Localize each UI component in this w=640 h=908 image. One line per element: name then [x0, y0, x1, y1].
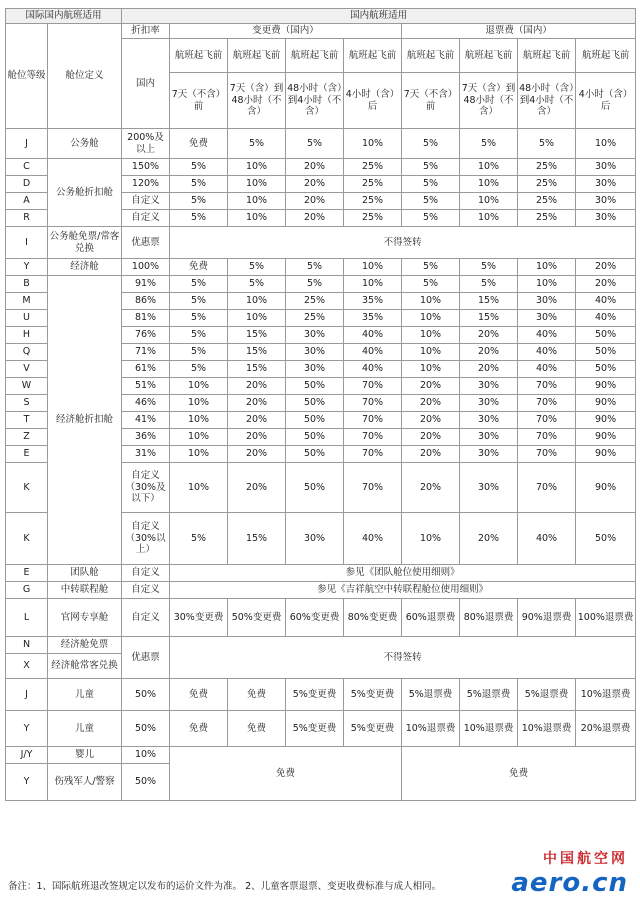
- header-change-fee: 变更费（国内）: [170, 24, 402, 39]
- cabin-code: G: [6, 582, 48, 599]
- discount-rate: 自定义（30%及以下）: [122, 463, 170, 513]
- change-fee-value: 20%: [286, 159, 344, 176]
- cabin-code: Q: [6, 344, 48, 361]
- cabin-code: J/Y: [6, 747, 48, 764]
- cabin-code: W: [6, 378, 48, 395]
- refund-fee-value: 30%: [518, 293, 576, 310]
- refund-fee-value: 20%: [460, 361, 518, 378]
- header-discount: 折扣率: [122, 24, 170, 39]
- span-note: 不得签转: [170, 227, 636, 259]
- change-fee-value: 30%: [286, 327, 344, 344]
- change-fee-value: 40%: [344, 513, 402, 565]
- cabin-code: R: [6, 210, 48, 227]
- table-row: [6, 259, 636, 276]
- cabin-definition: 婴儿: [48, 747, 122, 764]
- change-fee-value: 25%: [344, 176, 402, 193]
- change-fee-value: 5%: [170, 310, 228, 327]
- change-fee-value: 5%: [286, 259, 344, 276]
- table-row: [6, 565, 636, 582]
- watermark-logo: [511, 848, 628, 898]
- change-fee-value: 70%: [344, 378, 402, 395]
- change-fee-value: 免费: [228, 679, 286, 711]
- change-fee-value: 免费: [170, 711, 228, 747]
- change-fee-value: 35%: [344, 310, 402, 327]
- discount-rate: 自定义: [122, 210, 170, 227]
- change-fee-value: 5%: [170, 327, 228, 344]
- refund-fee-value: 5%: [402, 159, 460, 176]
- change-fee-value: 25%: [286, 293, 344, 310]
- change-fee-value: 30%: [286, 344, 344, 361]
- table-row: [6, 9, 636, 24]
- cabin-code: K: [6, 513, 48, 565]
- cabin-code: M: [6, 293, 48, 310]
- change-fee-value: 10%: [228, 210, 286, 227]
- refund-fee-value: 70%: [518, 429, 576, 446]
- change-fee-value: 10%: [170, 412, 228, 429]
- change-fee-value: 50%: [286, 395, 344, 412]
- change-fee-value: 60%变更费: [286, 599, 344, 637]
- header-time-window: 7天（含）到48小时（不含）: [460, 73, 518, 129]
- refund-fee-value: 5%: [460, 129, 518, 159]
- span-note: 参见《团队舱位使用细则》: [170, 565, 636, 582]
- refund-fee-value: 30%: [576, 176, 636, 193]
- refund-fee-value: 5%: [402, 193, 460, 210]
- refund-fee-value: 90%退票费: [518, 599, 576, 637]
- change-fee-value: 15%: [228, 361, 286, 378]
- refund-fee-value: 90%: [576, 446, 636, 463]
- refund-fee-value: 20%: [576, 259, 636, 276]
- refund-fee-value: 20%: [460, 327, 518, 344]
- cabin-code: T: [6, 412, 48, 429]
- change-fee-value: 30%: [286, 513, 344, 565]
- cabin-code: U: [6, 310, 48, 327]
- refund-fee-value: 50%: [576, 344, 636, 361]
- change-fee-value: 70%: [344, 395, 402, 412]
- change-fee-value: 35%: [344, 293, 402, 310]
- refund-fee-value: 10%: [460, 210, 518, 227]
- header-before-dep: 航班起飞前: [518, 39, 576, 73]
- refund-fee-value: 5%: [518, 129, 576, 159]
- refund-fee-value: 90%: [576, 429, 636, 446]
- change-fee-value: 25%: [344, 193, 402, 210]
- cabin-code: L: [6, 599, 48, 637]
- header-time-window: 7天（不含）前: [402, 73, 460, 129]
- change-fee-value: 免费: [170, 129, 228, 159]
- cabin-code: X: [6, 654, 48, 679]
- refund-fee-value: 20%: [402, 395, 460, 412]
- cabin-definition: 儿童: [48, 679, 122, 711]
- watermark-en: aero.cn: [511, 868, 628, 898]
- change-fee-value: 5%: [286, 129, 344, 159]
- refund-fee-value: 40%: [518, 513, 576, 565]
- cabin-code: B: [6, 276, 48, 293]
- discount-rate: 自定义: [122, 193, 170, 210]
- table-row: [6, 159, 636, 176]
- cabin-definition: 中转联程舱: [48, 582, 122, 599]
- discount-rate: 优惠票: [122, 637, 170, 679]
- refund-fee-value: 10%退票费: [518, 711, 576, 747]
- change-fee-value: 20%: [228, 463, 286, 513]
- header-time-window: 4小时（含）后: [576, 73, 636, 129]
- span-note: 不得签转: [170, 637, 636, 679]
- change-fee-value: 50%: [286, 378, 344, 395]
- discount-rate: 120%: [122, 176, 170, 193]
- watermark-cn: 中国航空网: [543, 851, 628, 867]
- discount-rate: 50%: [122, 679, 170, 711]
- cabin-definition: 官网专享舱: [48, 599, 122, 637]
- change-fee-value: 20%: [228, 429, 286, 446]
- change-fee-value: 25%: [344, 159, 402, 176]
- discount-rate: 61%: [122, 361, 170, 378]
- change-fee-value: 5%: [170, 361, 228, 378]
- change-fee-value: 5%: [170, 176, 228, 193]
- cabin-code: J: [6, 129, 48, 159]
- table-row: [6, 582, 636, 599]
- cabin-code: E: [6, 565, 48, 582]
- refund-fee-value: 60%退票费: [402, 599, 460, 637]
- refund-fee-value: 25%: [518, 210, 576, 227]
- table-row: [6, 711, 636, 747]
- refund-fee-value: 40%: [576, 310, 636, 327]
- change-fee-value: 40%: [344, 361, 402, 378]
- discount-rate: 91%: [122, 276, 170, 293]
- cabin-code: Y: [6, 764, 48, 801]
- change-fee-value: 5%: [170, 193, 228, 210]
- refund-fee-value: 90%: [576, 412, 636, 429]
- cabin-definition: 公务舱: [48, 129, 122, 159]
- change-fee-value: 5%变更费: [286, 711, 344, 747]
- refund-fee-span: 免费: [402, 747, 636, 801]
- discount-rate: 自定义（30%以上）: [122, 513, 170, 565]
- cabin-code: N: [6, 637, 48, 654]
- header-before-dep: 航班起飞前: [402, 39, 460, 73]
- refund-fee-value: 5%: [402, 259, 460, 276]
- cabin-definition: 公务舱免票/常客兑换: [48, 227, 122, 259]
- refund-fee-value: 15%: [460, 293, 518, 310]
- cabin-code: E: [6, 446, 48, 463]
- refund-fee-value: 70%: [518, 463, 576, 513]
- cabin-definition: 伤残军人/警察: [48, 764, 122, 801]
- table-row: [6, 276, 636, 293]
- change-fee-value: 5%: [170, 344, 228, 361]
- header-scope-intl: 国际国内航班适用: [6, 9, 122, 24]
- discount-rate: 51%: [122, 378, 170, 395]
- refund-fee-value: 50%: [576, 361, 636, 378]
- change-fee-value: 10%: [228, 193, 286, 210]
- discount-rate: 100%: [122, 259, 170, 276]
- change-fee-value: 20%: [228, 446, 286, 463]
- refund-fee-value: 20%退票费: [576, 711, 636, 747]
- refund-fee-value: 15%: [460, 310, 518, 327]
- change-fee-value: 15%: [228, 344, 286, 361]
- header-time-window: 7天（不含）前: [170, 73, 228, 129]
- header-scope-domestic: 国内航班适用: [122, 9, 636, 24]
- refund-fee-value: 20%: [402, 429, 460, 446]
- refund-fee-value: 10%: [518, 259, 576, 276]
- refund-fee-value: 30%: [460, 463, 518, 513]
- refund-fee-value: 5%退票费: [402, 679, 460, 711]
- refund-fee-value: 100%退票费: [576, 599, 636, 637]
- discount-rate: 50%: [122, 711, 170, 747]
- refund-fee-value: 30%: [460, 446, 518, 463]
- discount-rate: 36%: [122, 429, 170, 446]
- change-fee-value: 20%: [228, 395, 286, 412]
- refund-fee-value: 5%退票费: [518, 679, 576, 711]
- refund-fee-value: 10%: [402, 513, 460, 565]
- refund-fee-value: 40%: [576, 293, 636, 310]
- refund-fee-value: 30%: [576, 210, 636, 227]
- refund-fee-value: 10%: [402, 293, 460, 310]
- change-fee-value: 20%: [286, 193, 344, 210]
- refund-fee-value: 30%: [576, 193, 636, 210]
- discount-rate: 10%: [122, 747, 170, 764]
- change-fee-value: 5%: [170, 293, 228, 310]
- cabin-code: Y: [6, 711, 48, 747]
- change-fee-value: 5%: [228, 129, 286, 159]
- discount-rate: 自定义: [122, 565, 170, 582]
- refund-fee-value: 50%: [576, 327, 636, 344]
- refund-fee-value: 40%: [518, 361, 576, 378]
- footnote: 备注：1、国际航班退改签规定以发布的运价文件为准。 2、儿童客票退票、变更收费标准与成人相同。: [8, 881, 442, 892]
- refund-fee-value: 10%: [402, 327, 460, 344]
- change-fee-value: 5%: [228, 259, 286, 276]
- change-fee-value: 20%: [228, 412, 286, 429]
- cabin-code: H: [6, 327, 48, 344]
- discount-rate: 50%: [122, 764, 170, 801]
- header-cabin-level: 舱位等级: [6, 24, 48, 129]
- cabin-definition: 经济舱免票: [48, 637, 122, 654]
- change-fee-value: 30%变更费: [170, 599, 228, 637]
- refund-fee-value: 90%: [576, 463, 636, 513]
- discount-rate: 优惠票: [122, 227, 170, 259]
- refund-fee-value: 5%: [402, 276, 460, 293]
- change-fee-value: 15%: [228, 513, 286, 565]
- cabin-code: S: [6, 395, 48, 412]
- header-time-window: 48小时（含）到4小时（不含）: [518, 73, 576, 129]
- header-before-dep: 航班起飞前: [576, 39, 636, 73]
- refund-fee-value: 70%: [518, 395, 576, 412]
- table-row: [6, 227, 636, 259]
- change-fee-value: 5%: [170, 159, 228, 176]
- refund-fee-value: 10%: [576, 129, 636, 159]
- change-fee-value: 10%: [228, 310, 286, 327]
- change-fee-value: 20%: [286, 176, 344, 193]
- refund-fee-value: 20%: [460, 513, 518, 565]
- header-before-dep: 航班起飞前: [228, 39, 286, 73]
- discount-rate: 76%: [122, 327, 170, 344]
- refund-fee-value: 20%: [460, 344, 518, 361]
- discount-rate: 86%: [122, 293, 170, 310]
- change-fee-value: 10%: [344, 276, 402, 293]
- refund-fee-value: 10%: [460, 176, 518, 193]
- change-fee-value: 10%: [170, 395, 228, 412]
- discount-rate: 71%: [122, 344, 170, 361]
- change-fee-value: 10%: [344, 129, 402, 159]
- discount-rate: 31%: [122, 446, 170, 463]
- change-fee-value: 15%: [228, 327, 286, 344]
- refund-fee-value: 90%: [576, 378, 636, 395]
- header-before-dep: 航班起飞前: [170, 39, 228, 73]
- change-fee-value: 5%: [170, 210, 228, 227]
- change-fee-span: 免费: [170, 747, 402, 801]
- header-cabin-def: 舱位定义: [48, 24, 122, 129]
- change-fee-value: 5%: [228, 276, 286, 293]
- change-fee-value: 5%变更费: [344, 679, 402, 711]
- change-fee-value: 70%: [344, 429, 402, 446]
- change-fee-value: 50%: [286, 463, 344, 513]
- fare-rules-table: [5, 8, 636, 801]
- refund-fee-value: 10%退票费: [402, 711, 460, 747]
- refund-fee-value: 25%: [518, 193, 576, 210]
- discount-rate: 41%: [122, 412, 170, 429]
- refund-fee-value: 40%: [518, 344, 576, 361]
- header-domestic: 国内: [122, 39, 170, 129]
- change-fee-value: 10%: [170, 446, 228, 463]
- discount-rate: 81%: [122, 310, 170, 327]
- refund-fee-value: 5%: [402, 129, 460, 159]
- refund-fee-value: 70%: [518, 412, 576, 429]
- discount-rate: 自定义: [122, 599, 170, 637]
- refund-fee-value: 90%: [576, 395, 636, 412]
- cabin-code: C: [6, 159, 48, 176]
- change-fee-value: 20%: [286, 210, 344, 227]
- change-fee-value: 20%: [228, 378, 286, 395]
- cabin-code: Y: [6, 259, 48, 276]
- header-time-window: 4小时（含）后: [344, 73, 402, 129]
- refund-fee-value: 10%退票费: [460, 711, 518, 747]
- change-fee-value: 免费: [228, 711, 286, 747]
- table-row: [6, 599, 636, 637]
- refund-fee-value: 40%: [518, 327, 576, 344]
- change-fee-value: 80%变更费: [344, 599, 402, 637]
- change-fee-value: 10%: [228, 159, 286, 176]
- change-fee-value: 10%: [228, 293, 286, 310]
- cabin-definition: 公务舱折扣舱: [48, 159, 122, 227]
- refund-fee-value: 5%: [402, 210, 460, 227]
- cabin-code: A: [6, 193, 48, 210]
- refund-fee-value: 30%: [518, 310, 576, 327]
- discount-rate: 自定义: [122, 582, 170, 599]
- cabin-code: Z: [6, 429, 48, 446]
- cabin-definition: 经济舱常客兑换: [48, 654, 122, 679]
- change-fee-value: 40%: [344, 327, 402, 344]
- change-fee-value: 5%: [170, 513, 228, 565]
- change-fee-value: 50%变更费: [228, 599, 286, 637]
- refund-fee-value: 50%: [576, 513, 636, 565]
- cabin-code: D: [6, 176, 48, 193]
- refund-fee-value: 25%: [518, 176, 576, 193]
- refund-fee-value: 10%: [402, 344, 460, 361]
- change-fee-value: 40%: [344, 344, 402, 361]
- refund-fee-value: 70%: [518, 378, 576, 395]
- header-time-window: 7天（含）到48小时（不含）: [228, 73, 286, 129]
- discount-rate: 200%及以上: [122, 129, 170, 159]
- change-fee-value: 10%: [228, 176, 286, 193]
- table-row: [6, 637, 636, 654]
- change-fee-value: 50%: [286, 412, 344, 429]
- change-fee-value: 50%: [286, 446, 344, 463]
- refund-fee-value: 30%: [576, 159, 636, 176]
- change-fee-value: 70%: [344, 463, 402, 513]
- refund-fee-value: 5%: [460, 276, 518, 293]
- change-fee-value: 5%: [170, 276, 228, 293]
- refund-fee-value: 70%: [518, 446, 576, 463]
- table-row: [6, 747, 636, 764]
- change-fee-value: 5%变更费: [344, 711, 402, 747]
- change-fee-value: 10%: [170, 378, 228, 395]
- refund-fee-value: 10%退票费: [576, 679, 636, 711]
- refund-fee-value: 30%: [460, 429, 518, 446]
- cabin-code: I: [6, 227, 48, 259]
- change-fee-value: 30%: [286, 361, 344, 378]
- refund-fee-value: 30%: [460, 378, 518, 395]
- change-fee-value: 70%: [344, 446, 402, 463]
- refund-fee-value: 30%: [460, 412, 518, 429]
- refund-fee-value: 20%: [402, 412, 460, 429]
- refund-fee-value: 25%: [518, 159, 576, 176]
- refund-fee-value: 5%退票费: [460, 679, 518, 711]
- header-before-dep: 航班起飞前: [286, 39, 344, 73]
- cabin-definition: 经济舱折扣舱: [48, 276, 122, 565]
- change-fee-value: 50%: [286, 429, 344, 446]
- change-fee-value: 5%: [286, 276, 344, 293]
- header-refund-fee: 退票费（国内）: [402, 24, 636, 39]
- cabin-code: V: [6, 361, 48, 378]
- fare-rules-table-wrap: [5, 8, 635, 801]
- refund-fee-value: 5%: [460, 259, 518, 276]
- refund-fee-value: 20%: [402, 378, 460, 395]
- refund-fee-value: 10%: [460, 159, 518, 176]
- cabin-definition: 儿童: [48, 711, 122, 747]
- header-before-dep: 航班起飞前: [460, 39, 518, 73]
- discount-rate: 46%: [122, 395, 170, 412]
- change-fee-value: 10%: [170, 463, 228, 513]
- header-time-window: 48小时（含）到4小时（不含）: [286, 73, 344, 129]
- discount-rate: 150%: [122, 159, 170, 176]
- change-fee-value: 5%变更费: [286, 679, 344, 711]
- change-fee-value: 25%: [344, 210, 402, 227]
- refund-fee-value: 5%: [402, 176, 460, 193]
- cabin-code: J: [6, 679, 48, 711]
- refund-fee-value: 20%: [402, 446, 460, 463]
- table-row: [6, 679, 636, 711]
- refund-fee-value: 80%退票费: [460, 599, 518, 637]
- refund-fee-value: 10%: [518, 276, 576, 293]
- change-fee-value: 25%: [286, 310, 344, 327]
- cabin-code: K: [6, 463, 48, 513]
- span-note: 参见《吉祥航空中转联程舱位使用细则》: [170, 582, 636, 599]
- change-fee-value: 免费: [170, 259, 228, 276]
- cabin-definition: 团队舱: [48, 565, 122, 582]
- refund-fee-value: 30%: [460, 395, 518, 412]
- refund-fee-value: 10%: [402, 310, 460, 327]
- table-row: [6, 129, 636, 159]
- refund-fee-value: 10%: [402, 361, 460, 378]
- cabin-definition: 经济舱: [48, 259, 122, 276]
- change-fee-value: 10%: [344, 259, 402, 276]
- refund-fee-value: 20%: [402, 463, 460, 513]
- header-before-dep: 航班起飞前: [344, 39, 402, 73]
- table-row: [6, 24, 636, 39]
- refund-fee-value: 20%: [576, 276, 636, 293]
- change-fee-value: 70%: [344, 412, 402, 429]
- change-fee-value: 10%: [170, 429, 228, 446]
- refund-fee-value: 10%: [460, 193, 518, 210]
- change-fee-value: 免费: [170, 679, 228, 711]
